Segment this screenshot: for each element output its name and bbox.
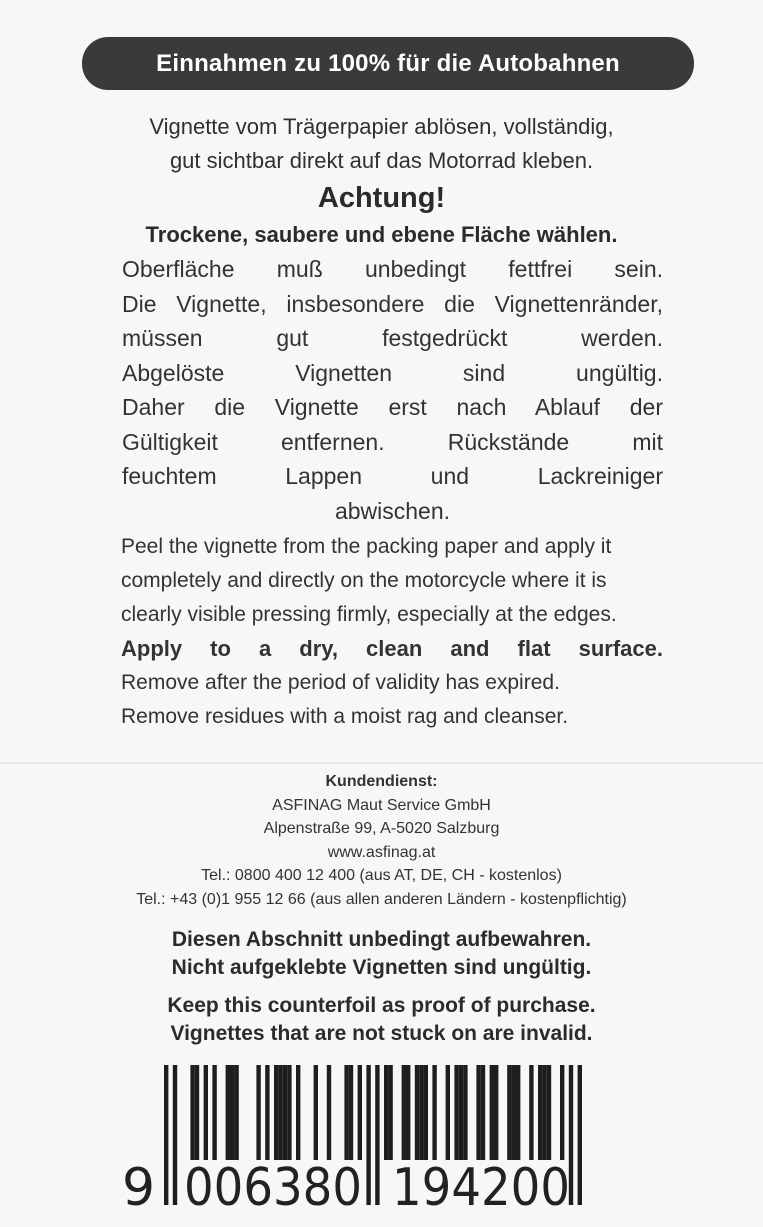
barcode-bar [507, 1065, 511, 1160]
german-instruction-line: Daher die Vignette erst nach Ablauf der [122, 394, 663, 420]
barcode-guard-bar [578, 1065, 582, 1205]
german-instruction-line: abwischen. [334, 497, 451, 524]
english-instruction-line: clearly visible pressing firmly, especially at the edges. [121, 603, 617, 626]
barcode-bar [529, 1065, 533, 1160]
barcode-bar [226, 1065, 230, 1160]
service-phone-local: Tel.: 0800 400 12 400 (aus AT, DE, CH - kostenlos) [201, 867, 562, 884]
barcode-bar [463, 1065, 467, 1160]
service-website: www.asfinag.at [327, 843, 436, 861]
german-instruction-line: Die Vignette, insbesondere die Vignettenränder, [122, 290, 663, 317]
barcode-bar [538, 1065, 542, 1160]
notice-line: Nicht aufgeklebte Vignetten sind ungültig. [171, 956, 592, 979]
barcode-guard-bar [375, 1065, 379, 1205]
barcode-bar [560, 1065, 564, 1160]
notice-line: Keep this counterfoil as proof of purchase. [167, 994, 596, 1017]
barcode-bar [446, 1065, 450, 1160]
barcode-bar [415, 1065, 419, 1160]
barcode-bar [283, 1065, 287, 1160]
barcode-bar [547, 1065, 551, 1160]
fold-line [0, 762, 763, 764]
barcode-bar [494, 1065, 498, 1160]
barcode-bar [454, 1065, 458, 1160]
barcode-bar [481, 1065, 485, 1160]
barcode-bar [388, 1065, 392, 1160]
barcode-bar [490, 1065, 494, 1160]
service-address: Alpenstraße 99, A-5020 Salzburg [263, 820, 500, 837]
barcode-group-right: 194200 [392, 1158, 570, 1218]
german-intro [0, 110, 763, 178]
barcode-bar [190, 1065, 194, 1160]
german-instruction-line: Gültigkeit entfernen. Rückstände mit [122, 428, 663, 455]
revenue-banner: Einnahmen zu 100% für die Autobahnen [82, 37, 694, 90]
barcode-lead-digit: 9 [122, 1158, 156, 1218]
english-surface-instruction: Apply to a dry, clean and flat surface. [121, 636, 663, 661]
barcode-bar [212, 1065, 216, 1160]
barcode-bar [344, 1065, 348, 1160]
barcode-graphic [122, 1065, 600, 1218]
german-instruction-line: Abgelöste Vignetten sind ungültig. [122, 359, 663, 386]
barcode-bar [512, 1065, 516, 1160]
barcode-bar [256, 1065, 260, 1160]
barcode-bar [358, 1065, 362, 1160]
barcode-bar [424, 1065, 428, 1160]
service-company: ASFINAG Maut Service GmbH [272, 796, 491, 814]
notice-line: Diesen Abschnitt unbedingt aufbewahren. [171, 928, 592, 951]
notice-german [0, 926, 763, 982]
german-instruction-line: müssen gut festgedrückt werden. [122, 325, 663, 351]
barcode-bar [314, 1065, 318, 1160]
barcode-bar [419, 1065, 423, 1160]
barcode-bar [432, 1065, 436, 1160]
german-intro-line: gut sichtbar direkt auf das Motorrad kleben. [169, 148, 594, 173]
barcode-bar [234, 1065, 238, 1160]
english-instruction-line: Peel the vignette from the packing paper and apply it [121, 535, 612, 558]
barcode-bar [265, 1065, 269, 1160]
barcode-bar [349, 1065, 353, 1160]
attention-heading: Achtung! [317, 182, 446, 214]
barcode-bar [274, 1065, 278, 1160]
service-phone-intl: Tel.: +43 (0)1 955 12 66 (aus allen anderen Ländern - kostenpflichtig) [136, 890, 627, 908]
barcode-bar [230, 1065, 234, 1160]
notice-english [0, 992, 763, 1048]
barcode-bar [296, 1065, 300, 1160]
barcode-bar [476, 1065, 480, 1160]
service-title: Kundendienst: [325, 773, 438, 790]
barcode-bar [287, 1065, 291, 1160]
german-instruction-line: Oberfläche muß unbedingt fettfrei sein. [122, 256, 663, 282]
barcode-bar [516, 1065, 520, 1160]
customer-service [0, 770, 763, 911]
german-instructions [0, 252, 763, 528]
barcode-bar [384, 1065, 388, 1160]
barcode-bar [542, 1065, 546, 1160]
english-instruction-line: Remove residues with a moist rag and cleanser. [121, 705, 569, 728]
english-instructions [0, 530, 763, 734]
barcode-bar [204, 1065, 208, 1160]
barcode-bar [459, 1065, 463, 1160]
barcode-guard-bar [173, 1065, 177, 1205]
barcode-bar [327, 1065, 331, 1160]
german-intro-line: Vignette vom Trägerpapier ablösen, vollständig, [149, 114, 614, 139]
barcode-bar [278, 1065, 282, 1160]
german-surface-instruction: Trockene, saubere und ebene Fläche wählen. [145, 222, 618, 247]
barcode-bar [195, 1065, 199, 1160]
barcode-bar [406, 1065, 410, 1160]
barcode-bar [402, 1065, 406, 1160]
english-instruction-line: Remove after the period of validity has expired. [121, 671, 560, 694]
ean13-barcode [122, 1065, 600, 1218]
barcode-guard-bar [164, 1065, 168, 1205]
german-instruction-line: feuchtem Lappen und Lackreiniger [122, 463, 663, 489]
english-instruction-line: completely and directly on the motorcycle where it is [121, 569, 607, 592]
notice-line: Vignettes that are not stuck on are invalid. [170, 1022, 593, 1045]
barcode-guard-bar [366, 1065, 370, 1205]
barcode-group-left: 006380 [184, 1158, 362, 1218]
